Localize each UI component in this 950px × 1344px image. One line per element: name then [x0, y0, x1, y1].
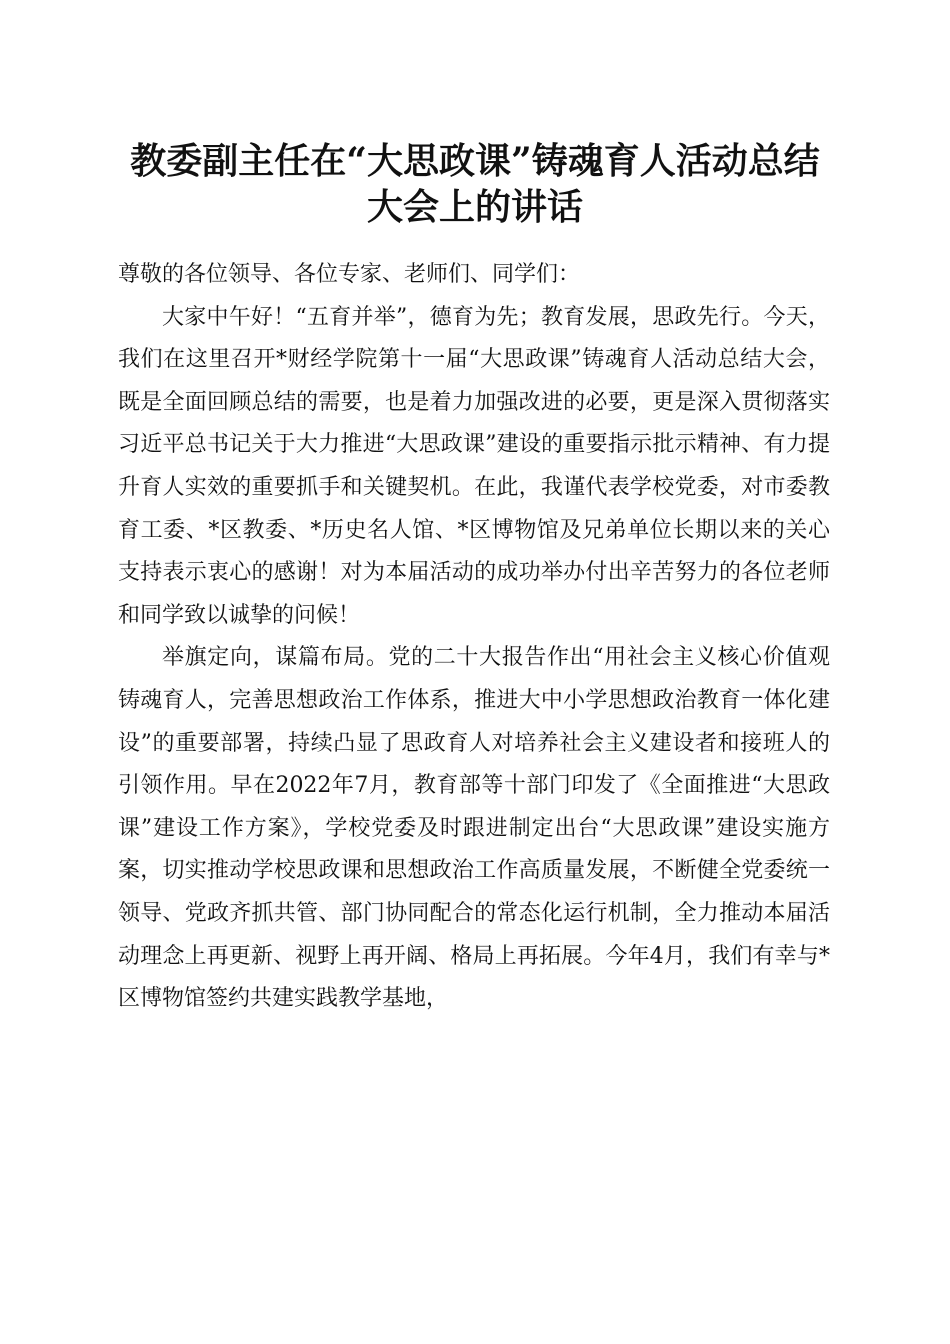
document-title-line-1: 教委副主任在“大思政课”铸魂育人活动总结: [130, 140, 820, 182]
paragraph-2: 举旗定向，谋篇布局。党的二十大报告作出“用社会主义核心价值观铸魂育人，完善思想政治工作体系，推进大中小学思想政治教育一体化建设”的重要部署，持续凸显了思政育人对培养社会主义建设者和接班人的引领作用。早在2022年7月，教育部等十部门印发了《全面推进“大思政课”建设工作方案》，学校党委及时跟进制定出台“大思政课”建设实施方案，切实推动学校思政课和思想政治工作高质量发展，不断健全党委统一领导、党政齐抓共管、部门协同配合的常态化运行机制，全力推动本届活动理念上再更新、视野上再开阔、格局上再拓展。今年4月，我们有幸与*区博物馆签约共建实践教学基地，: [118, 645, 830, 1012]
paragraph-1: 大家中午好！“五育并举”，德育为先；教育发展，思政先行。今天，我们在这里召开*财经学院第十一届“大思政课”铸魂育人活动总结大会，既是全面回顾总结的需要，也是着力加强改进的必要，更是深入贯彻落实习近平总书记关于大力推进“大思政课”建设的重要指示批示精神、有力提升育人实效的重要抓手和关键契机。在此，我谨代表学校党委，对市委教育工委、*区教委、*历史名人馆、*区博物馆及兄弟单位长期以来的关心支持表示衷心的感谢！对为本届活动的成功举办付出辛苦努力的各位老师和同学致以诚挚的问候！: [118, 304, 830, 628]
document-title-line-2: 大会上的讲话: [366, 186, 583, 228]
document-body: [118, 254, 830, 1021]
salutation: 尊敬的各位领导、各位专家、老师们、同学们：: [118, 262, 581, 287]
